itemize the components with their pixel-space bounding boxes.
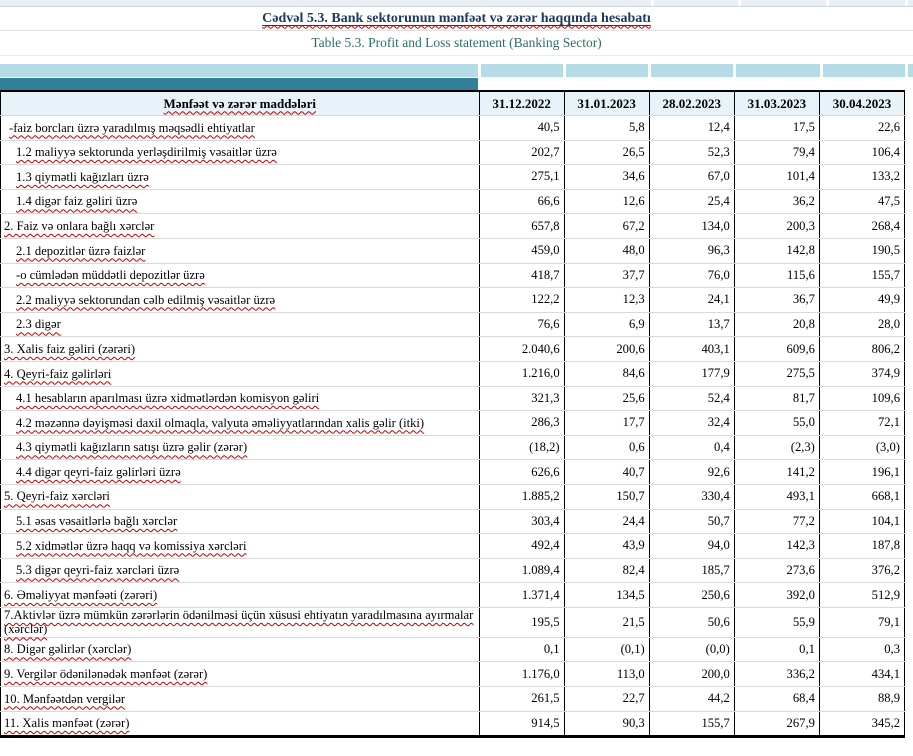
value-cell: 37,7 bbox=[564, 263, 649, 288]
table-row bbox=[1, 711, 905, 737]
value-cell: 52,3 bbox=[649, 140, 734, 165]
value-cell: 122,2 bbox=[479, 288, 564, 313]
value-cell: 273,6 bbox=[734, 558, 819, 583]
row-label-cell bbox=[1, 165, 480, 190]
value-cell: 321,3 bbox=[479, 386, 564, 411]
row-label: 8. Digər gəlirlər (xərclər) bbox=[4, 642, 132, 657]
row-label: 11. Xalis mənfəət (zərər) bbox=[4, 716, 130, 731]
value-cell: 275,1 bbox=[479, 165, 564, 190]
value-cell: 374,9 bbox=[819, 361, 904, 386]
value-cell: 55,9 bbox=[734, 607, 819, 637]
value-cell: 657,8 bbox=[479, 214, 564, 239]
value-cell: 142,8 bbox=[734, 238, 819, 263]
table-row bbox=[1, 637, 905, 662]
value-cell: 0,4 bbox=[649, 435, 734, 460]
row-label-cell bbox=[1, 411, 480, 436]
value-cell: 67,0 bbox=[649, 165, 734, 190]
value-cell: 13,7 bbox=[649, 312, 734, 337]
value-cell: 77,2 bbox=[734, 509, 819, 534]
value-cell: 40,5 bbox=[479, 116, 564, 141]
row-label-cell bbox=[1, 484, 480, 509]
table-row bbox=[1, 662, 905, 687]
table-row bbox=[1, 607, 905, 637]
row-label-cell bbox=[1, 189, 480, 214]
row-label-cell bbox=[1, 637, 480, 662]
row-label-cell bbox=[1, 687, 480, 712]
value-cell: 20,8 bbox=[734, 312, 819, 337]
value-cell: 109,6 bbox=[819, 386, 904, 411]
value-cell: 1.371,4 bbox=[479, 583, 564, 608]
decor-band-light bbox=[0, 64, 913, 77]
row-label: 7.Aktivlər üzrə mümkün zərərlərin ödənilməsi üçün xüsusi ehtiyatın yaradılmasına ayırmalar (xərclər) bbox=[4, 607, 474, 637]
row-label: 6. Əməliyyat mənfəəti (zərəri) bbox=[4, 587, 158, 602]
value-cell: (3,0) bbox=[819, 435, 904, 460]
value-cell: 96,3 bbox=[649, 238, 734, 263]
page-title-text: Cədvəl 5.3. Bank sektorunun mənfəət və zərər haqqında hesabatı bbox=[262, 10, 651, 26]
row-label: 10. Mənfəətdən vergilər bbox=[4, 691, 126, 706]
value-cell: 250,6 bbox=[649, 583, 734, 608]
row-label: 5.1 əsas vəsaitlərlə bağlı xərclər bbox=[16, 514, 178, 529]
value-cell: 12,4 bbox=[649, 116, 734, 141]
column-header-items-text: Mənfəət və zərər maddələri bbox=[163, 95, 316, 111]
table-row bbox=[1, 583, 905, 608]
band-light-segment bbox=[736, 64, 820, 77]
row-label: 4.1 hesabların aparılması üzrə xidmətlərdən komisyon gəliri bbox=[16, 391, 320, 406]
value-cell: 268,4 bbox=[819, 214, 904, 239]
table-row bbox=[1, 460, 905, 485]
row-label-cell bbox=[1, 263, 480, 288]
value-cell: 0,3 bbox=[819, 637, 904, 662]
row-label-cell bbox=[1, 435, 480, 460]
value-cell: 142,3 bbox=[734, 534, 819, 559]
row-label-cell bbox=[1, 238, 480, 263]
value-cell: 104,1 bbox=[819, 509, 904, 534]
value-cell: 345,2 bbox=[819, 711, 904, 737]
subtitle-row bbox=[0, 31, 913, 56]
row-label: 4.2 məzənnə dəyişməsi daxil olmaqla, valyuta əməliyyatlarından xalis gəlir (itki) bbox=[16, 415, 425, 430]
band-teal-segment bbox=[0, 78, 478, 90]
row-label-cell bbox=[1, 534, 480, 559]
profit-loss-table bbox=[0, 90, 905, 738]
value-cell: 261,5 bbox=[479, 687, 564, 712]
value-cell: 67,2 bbox=[564, 214, 649, 239]
value-cell: 40,7 bbox=[564, 460, 649, 485]
table-row bbox=[1, 687, 905, 712]
row-label-cell bbox=[1, 583, 480, 608]
value-cell: 72,1 bbox=[819, 411, 904, 436]
table-row bbox=[1, 140, 905, 165]
value-cell: 49,9 bbox=[819, 288, 904, 313]
value-cell: 82,4 bbox=[564, 558, 649, 583]
value-cell: 418,7 bbox=[479, 263, 564, 288]
value-cell: 113,0 bbox=[564, 662, 649, 687]
value-cell: 1.176,0 bbox=[479, 662, 564, 687]
row-label: -o cümlədən müddətli depozitlər üzrə bbox=[16, 268, 205, 283]
value-cell: 0,1 bbox=[734, 637, 819, 662]
row-label: 3. Xalis faiz gəliri (zərəri) bbox=[4, 341, 136, 356]
strip-cell-gap bbox=[826, 0, 829, 6]
value-cell: 806,2 bbox=[819, 337, 904, 362]
row-label-cell bbox=[1, 711, 480, 737]
value-cell: 6,9 bbox=[564, 312, 649, 337]
page-title bbox=[262, 11, 651, 27]
decor-band-teal bbox=[0, 78, 913, 90]
row-label: 1.3 qiymətli kağızları üzrə bbox=[16, 169, 149, 184]
value-cell: 25,4 bbox=[649, 189, 734, 214]
value-cell: 22,6 bbox=[819, 116, 904, 141]
value-cell: 459,0 bbox=[479, 238, 564, 263]
table-row bbox=[1, 263, 905, 288]
value-cell: 101,4 bbox=[734, 165, 819, 190]
row-label: 9. Vergilər ödənilənədək mənfəət (zərər) bbox=[4, 666, 208, 681]
row-label-cell bbox=[1, 214, 480, 239]
value-cell: 52,4 bbox=[649, 386, 734, 411]
table-row bbox=[1, 484, 905, 509]
value-cell: 267,9 bbox=[734, 711, 819, 737]
value-cell: 275,5 bbox=[734, 361, 819, 386]
row-label-cell bbox=[1, 361, 480, 386]
column-header-items bbox=[1, 91, 480, 116]
strip-cell-gap bbox=[651, 0, 654, 6]
value-cell: 32,4 bbox=[649, 411, 734, 436]
value-cell: 392,0 bbox=[734, 583, 819, 608]
table-row bbox=[1, 337, 905, 362]
value-cell: 17,5 bbox=[734, 116, 819, 141]
value-cell: 403,1 bbox=[649, 337, 734, 362]
value-cell: 914,5 bbox=[479, 711, 564, 737]
value-cell: 286,3 bbox=[479, 411, 564, 436]
row-label: 4. Qeyri-faiz gəlirləri bbox=[4, 366, 112, 381]
value-cell: 177,9 bbox=[649, 361, 734, 386]
value-cell: 512,9 bbox=[819, 583, 904, 608]
value-cell: 187,8 bbox=[819, 534, 904, 559]
row-label-cell bbox=[1, 386, 480, 411]
value-cell: 66,6 bbox=[479, 189, 564, 214]
spacer-row bbox=[0, 56, 913, 64]
value-cell: 0,1 bbox=[479, 637, 564, 662]
row-label: 5.3 digər qeyri-faiz xərcləri üzrə bbox=[16, 563, 180, 578]
value-cell: 609,6 bbox=[734, 337, 819, 362]
value-cell: 134,0 bbox=[649, 214, 734, 239]
band-teal-rest bbox=[478, 78, 913, 90]
column-header-period: 30.04.2023 bbox=[819, 91, 904, 116]
table-row bbox=[1, 165, 905, 190]
value-cell: 68,4 bbox=[734, 687, 819, 712]
row-label: 1.4 digər faiz gəliri üzrə bbox=[16, 194, 138, 209]
value-cell: 88,9 bbox=[819, 687, 904, 712]
value-cell: 36,7 bbox=[734, 288, 819, 313]
row-label-cell bbox=[1, 288, 480, 313]
value-cell: 106,4 bbox=[819, 140, 904, 165]
page-subtitle: Table 5.3. Profit and Loss statement (Banking Sector) bbox=[311, 35, 602, 50]
value-cell: 195,5 bbox=[479, 607, 564, 637]
value-cell: 55,0 bbox=[734, 411, 819, 436]
value-cell: 76,0 bbox=[649, 263, 734, 288]
value-cell: 84,6 bbox=[564, 361, 649, 386]
value-cell: 81,7 bbox=[734, 386, 819, 411]
row-label: 4.4 digər qeyri-faiz gəlirləri üzrə bbox=[16, 464, 181, 479]
value-cell: 17,7 bbox=[564, 411, 649, 436]
table-row bbox=[1, 312, 905, 337]
value-cell: 50,7 bbox=[649, 509, 734, 534]
value-cell: 24,1 bbox=[649, 288, 734, 313]
value-cell: (0,1) bbox=[564, 637, 649, 662]
value-cell: 155,7 bbox=[649, 711, 734, 737]
column-header-period: 31.03.2023 bbox=[734, 91, 819, 116]
table-row bbox=[1, 386, 905, 411]
value-cell: (2,3) bbox=[734, 435, 819, 460]
band-light-segment bbox=[0, 64, 478, 77]
row-label: 1.2 maliyyə sektorunda yerləşdirilmiş vəsaitlər üzrə bbox=[16, 145, 277, 160]
value-cell: 12,3 bbox=[564, 288, 649, 313]
row-label-cell bbox=[1, 337, 480, 362]
row-label: 2.2 maliyyə sektorundan cəlb edilmiş vəsaitlər üzrə bbox=[16, 292, 276, 307]
table-row bbox=[1, 116, 905, 141]
row-label-cell bbox=[1, 662, 480, 687]
row-label: 4.3 qiymətli kağızların satışı üzrə gəlir (zərər) bbox=[16, 440, 248, 455]
table-row bbox=[1, 558, 905, 583]
value-cell: 50,6 bbox=[649, 607, 734, 637]
table-body bbox=[1, 116, 905, 737]
row-label-cell bbox=[1, 312, 480, 337]
row-label-cell bbox=[1, 116, 480, 141]
value-cell: 200,6 bbox=[564, 337, 649, 362]
value-cell: (0,0) bbox=[649, 637, 734, 662]
value-cell: 43,9 bbox=[564, 534, 649, 559]
table-row bbox=[1, 435, 905, 460]
row-label-cell bbox=[1, 140, 480, 165]
value-cell: 668,1 bbox=[819, 484, 904, 509]
row-label: 2.3 digər bbox=[16, 317, 61, 332]
band-light-segment bbox=[823, 64, 905, 77]
value-cell: 141,2 bbox=[734, 460, 819, 485]
value-cell: 24,4 bbox=[564, 509, 649, 534]
value-cell: 200,0 bbox=[649, 662, 734, 687]
row-label-cell bbox=[1, 460, 480, 485]
row-label: 2.1 depozitlər üzrə faizlər bbox=[16, 243, 146, 258]
title-row bbox=[0, 7, 913, 31]
table-row bbox=[1, 288, 905, 313]
row-label: 2. Faiz və onlara bağlı xərclər bbox=[4, 218, 155, 233]
band-light-segment bbox=[651, 64, 733, 77]
value-cell: 90,3 bbox=[564, 711, 649, 737]
column-header-period: 31.01.2023 bbox=[564, 91, 649, 116]
value-cell: 0,6 bbox=[564, 435, 649, 460]
table-row bbox=[1, 534, 905, 559]
row-label: -faiz borcları üzrə yaradılmış məqsədli ehtiyatlar bbox=[9, 120, 255, 135]
band-light-segment bbox=[566, 64, 648, 77]
column-header-period: 28.02.2023 bbox=[649, 91, 734, 116]
value-cell: 434,1 bbox=[819, 662, 904, 687]
value-cell: 336,2 bbox=[734, 662, 819, 687]
value-cell: 492,4 bbox=[479, 534, 564, 559]
value-cell: 94,0 bbox=[649, 534, 734, 559]
value-cell: 155,7 bbox=[819, 263, 904, 288]
value-cell: 12,6 bbox=[564, 189, 649, 214]
value-cell: 36,2 bbox=[734, 189, 819, 214]
value-cell: 133,2 bbox=[819, 165, 904, 190]
row-label-cell bbox=[1, 509, 480, 534]
value-cell: 1.885,2 bbox=[479, 484, 564, 509]
row-label-cell bbox=[1, 558, 480, 583]
table-row bbox=[1, 189, 905, 214]
value-cell: 493,1 bbox=[734, 484, 819, 509]
value-cell: 134,5 bbox=[564, 583, 649, 608]
value-cell: 44,2 bbox=[649, 687, 734, 712]
value-cell: 5,8 bbox=[564, 116, 649, 141]
table-header-row bbox=[1, 91, 905, 116]
value-cell: 1.216,0 bbox=[479, 361, 564, 386]
row-label: 5.2 xidmətlər üzrə haqq və komissiya xərcləri bbox=[16, 538, 247, 553]
value-cell: 196,1 bbox=[819, 460, 904, 485]
value-cell: 190,5 bbox=[819, 238, 904, 263]
value-cell: 28,0 bbox=[819, 312, 904, 337]
table-row bbox=[1, 509, 905, 534]
table-row bbox=[1, 214, 905, 239]
value-cell: 25,6 bbox=[564, 386, 649, 411]
row-label: 5. Qeyri-faiz xərcləri bbox=[4, 489, 110, 504]
value-cell: 21,5 bbox=[564, 607, 649, 637]
table-row bbox=[1, 361, 905, 386]
value-cell: 22,7 bbox=[564, 687, 649, 712]
value-cell: 330,4 bbox=[649, 484, 734, 509]
table-row bbox=[1, 238, 905, 263]
value-cell: 47,5 bbox=[819, 189, 904, 214]
band-light-segment bbox=[481, 64, 563, 77]
value-cell: 34,6 bbox=[564, 165, 649, 190]
value-cell: 303,4 bbox=[479, 509, 564, 534]
spreadsheet-cutoff-strip bbox=[0, 0, 913, 7]
strip-cell-gap bbox=[905, 0, 908, 6]
value-cell: 115,6 bbox=[734, 263, 819, 288]
value-cell: (18,2) bbox=[479, 435, 564, 460]
value-cell: 2.040,6 bbox=[479, 337, 564, 362]
value-cell: 626,6 bbox=[479, 460, 564, 485]
value-cell: 185,7 bbox=[649, 558, 734, 583]
value-cell: 1.089,4 bbox=[479, 558, 564, 583]
table-row bbox=[1, 411, 905, 436]
value-cell: 376,2 bbox=[819, 558, 904, 583]
value-cell: 92,6 bbox=[649, 460, 734, 485]
value-cell: 150,7 bbox=[564, 484, 649, 509]
value-cell: 79,1 bbox=[819, 607, 904, 637]
value-cell: 26,5 bbox=[564, 140, 649, 165]
value-cell: 76,6 bbox=[479, 312, 564, 337]
value-cell: 79,4 bbox=[734, 140, 819, 165]
column-header-period: 31.12.2022 bbox=[479, 91, 564, 116]
value-cell: 202,7 bbox=[479, 140, 564, 165]
row-label-cell bbox=[1, 607, 480, 637]
value-cell: 200,3 bbox=[734, 214, 819, 239]
band-light-segment bbox=[908, 64, 913, 77]
value-cell: 48,0 bbox=[564, 238, 649, 263]
strip-cell-gap bbox=[738, 0, 741, 6]
